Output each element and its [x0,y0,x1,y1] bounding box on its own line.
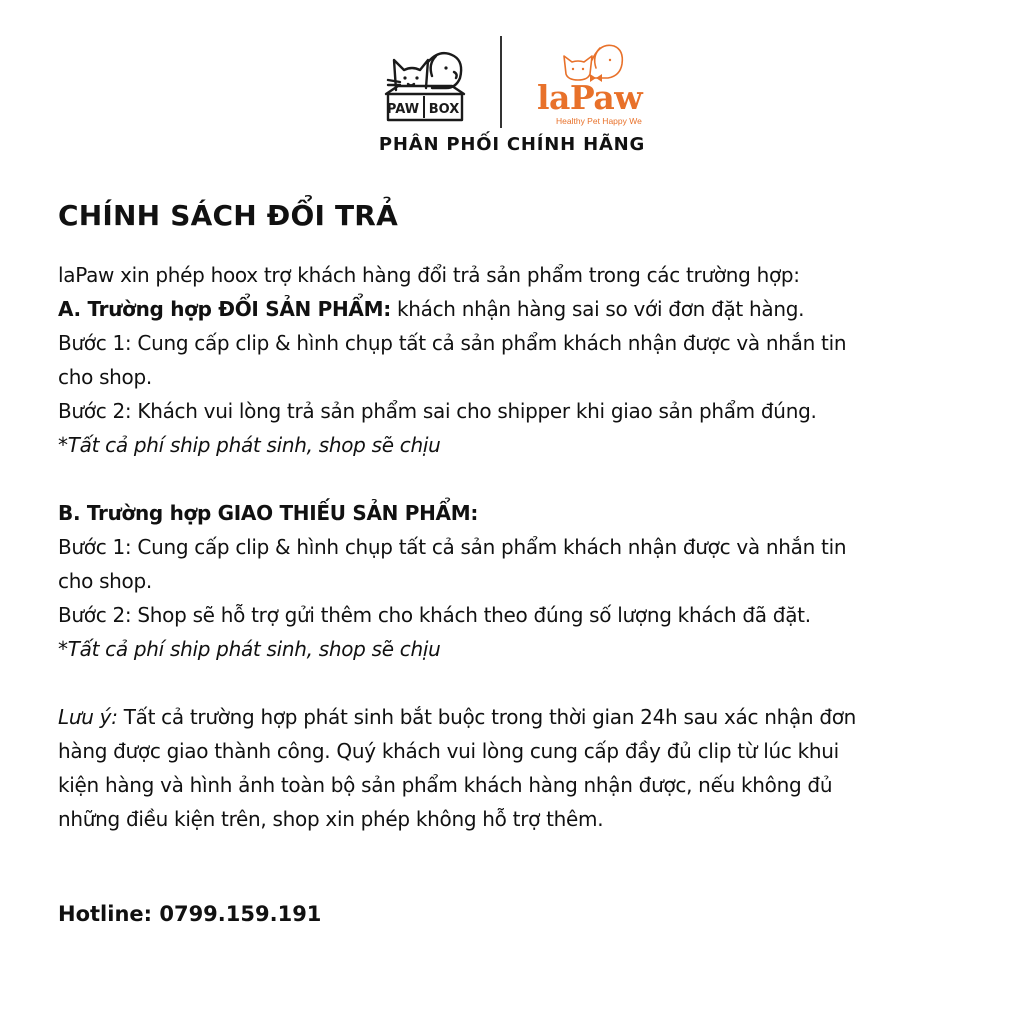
case-a-step2: Bước 2: Khách vui lòng trả sản phẩm sai cho shipper khi giao sản phẩm đúng. [58,399,817,423]
case-b-step1: Bước 1: Cung cấp clip & hình chụp tất cả sản phẩm khách nhận được và nhắn tin [58,535,847,559]
distributor-caption: PHÂN PHỐI CHÍNH HÃNG [378,134,646,155]
remark-line3: kiện hàng và hình ảnh toàn bộ sản phẩm khách hàng nhận được, nếu không đủ [58,773,833,797]
remark-text: Tất cả trường hợp phát sinh bắt buộc trong thời gian 24h sau xác nhận đơn [117,705,857,729]
case-a-note: *Tất cả phí ship phát sinh, shop sẽ chịu [58,433,441,457]
case-a-heading: A. Trường hợp ĐỔI SẢN PHẨM: [58,297,391,321]
policy-intro: laPaw xin phép hoox trợ khách hàng đổi trả sản phẩm trong các trường hợp: [58,263,800,287]
pawbox-word-box: BOX [428,102,460,117]
lapaw-brand-name: laPaw [537,78,643,117]
spacer [58,836,978,876]
case-b-step2: Bước 2: Shop sẽ hỗ trợ gửi thêm cho khách theo đúng số lượng khách đã đặt. [58,603,811,627]
return-policy [58,196,978,952]
lapaw-tagline: Healthy Pet Happy We [556,116,642,126]
spacer [58,666,978,700]
case-b-step1-cont: cho shop. [58,569,152,593]
pawbox-word-paw: PAW [386,102,420,117]
header [0,30,1024,165]
case-b-heading: B. Trường hợp GIAO THIẾU SẢN PHẨM: [58,501,479,525]
remark-line1 [58,700,978,734]
remark-label: Lưu ý: [58,705,118,729]
policy-title: CHÍNH SÁCH ĐỔI TRẢ [58,199,398,232]
case-a-step1: Bước 1: Cung cấp clip & hình chụp tất cả sản phẩm khách nhận được và nhắn tin [58,331,847,355]
remark-line2: hàng được giao thành công. Quý khách vui lòng cung cấp đầy đủ clip từ lúc khui [58,739,839,763]
pawbox-logo-icon [380,38,470,128]
hotline: Hotline: 0799.159.191 [58,902,322,926]
case-a-step1-cont: cho shop. [58,365,152,389]
logo-divider [500,36,502,128]
remark-line4: những điều kiện trên, shop xin phép không hỗ trợ thêm. [58,807,604,831]
case-b-note: *Tất cả phí ship phát sinh, shop sẽ chịu [58,637,441,661]
case-a-description: khách nhận hàng sai so với đơn đặt hàng. [390,297,805,321]
case-a-heading-line [58,292,978,326]
spacer [58,462,978,496]
